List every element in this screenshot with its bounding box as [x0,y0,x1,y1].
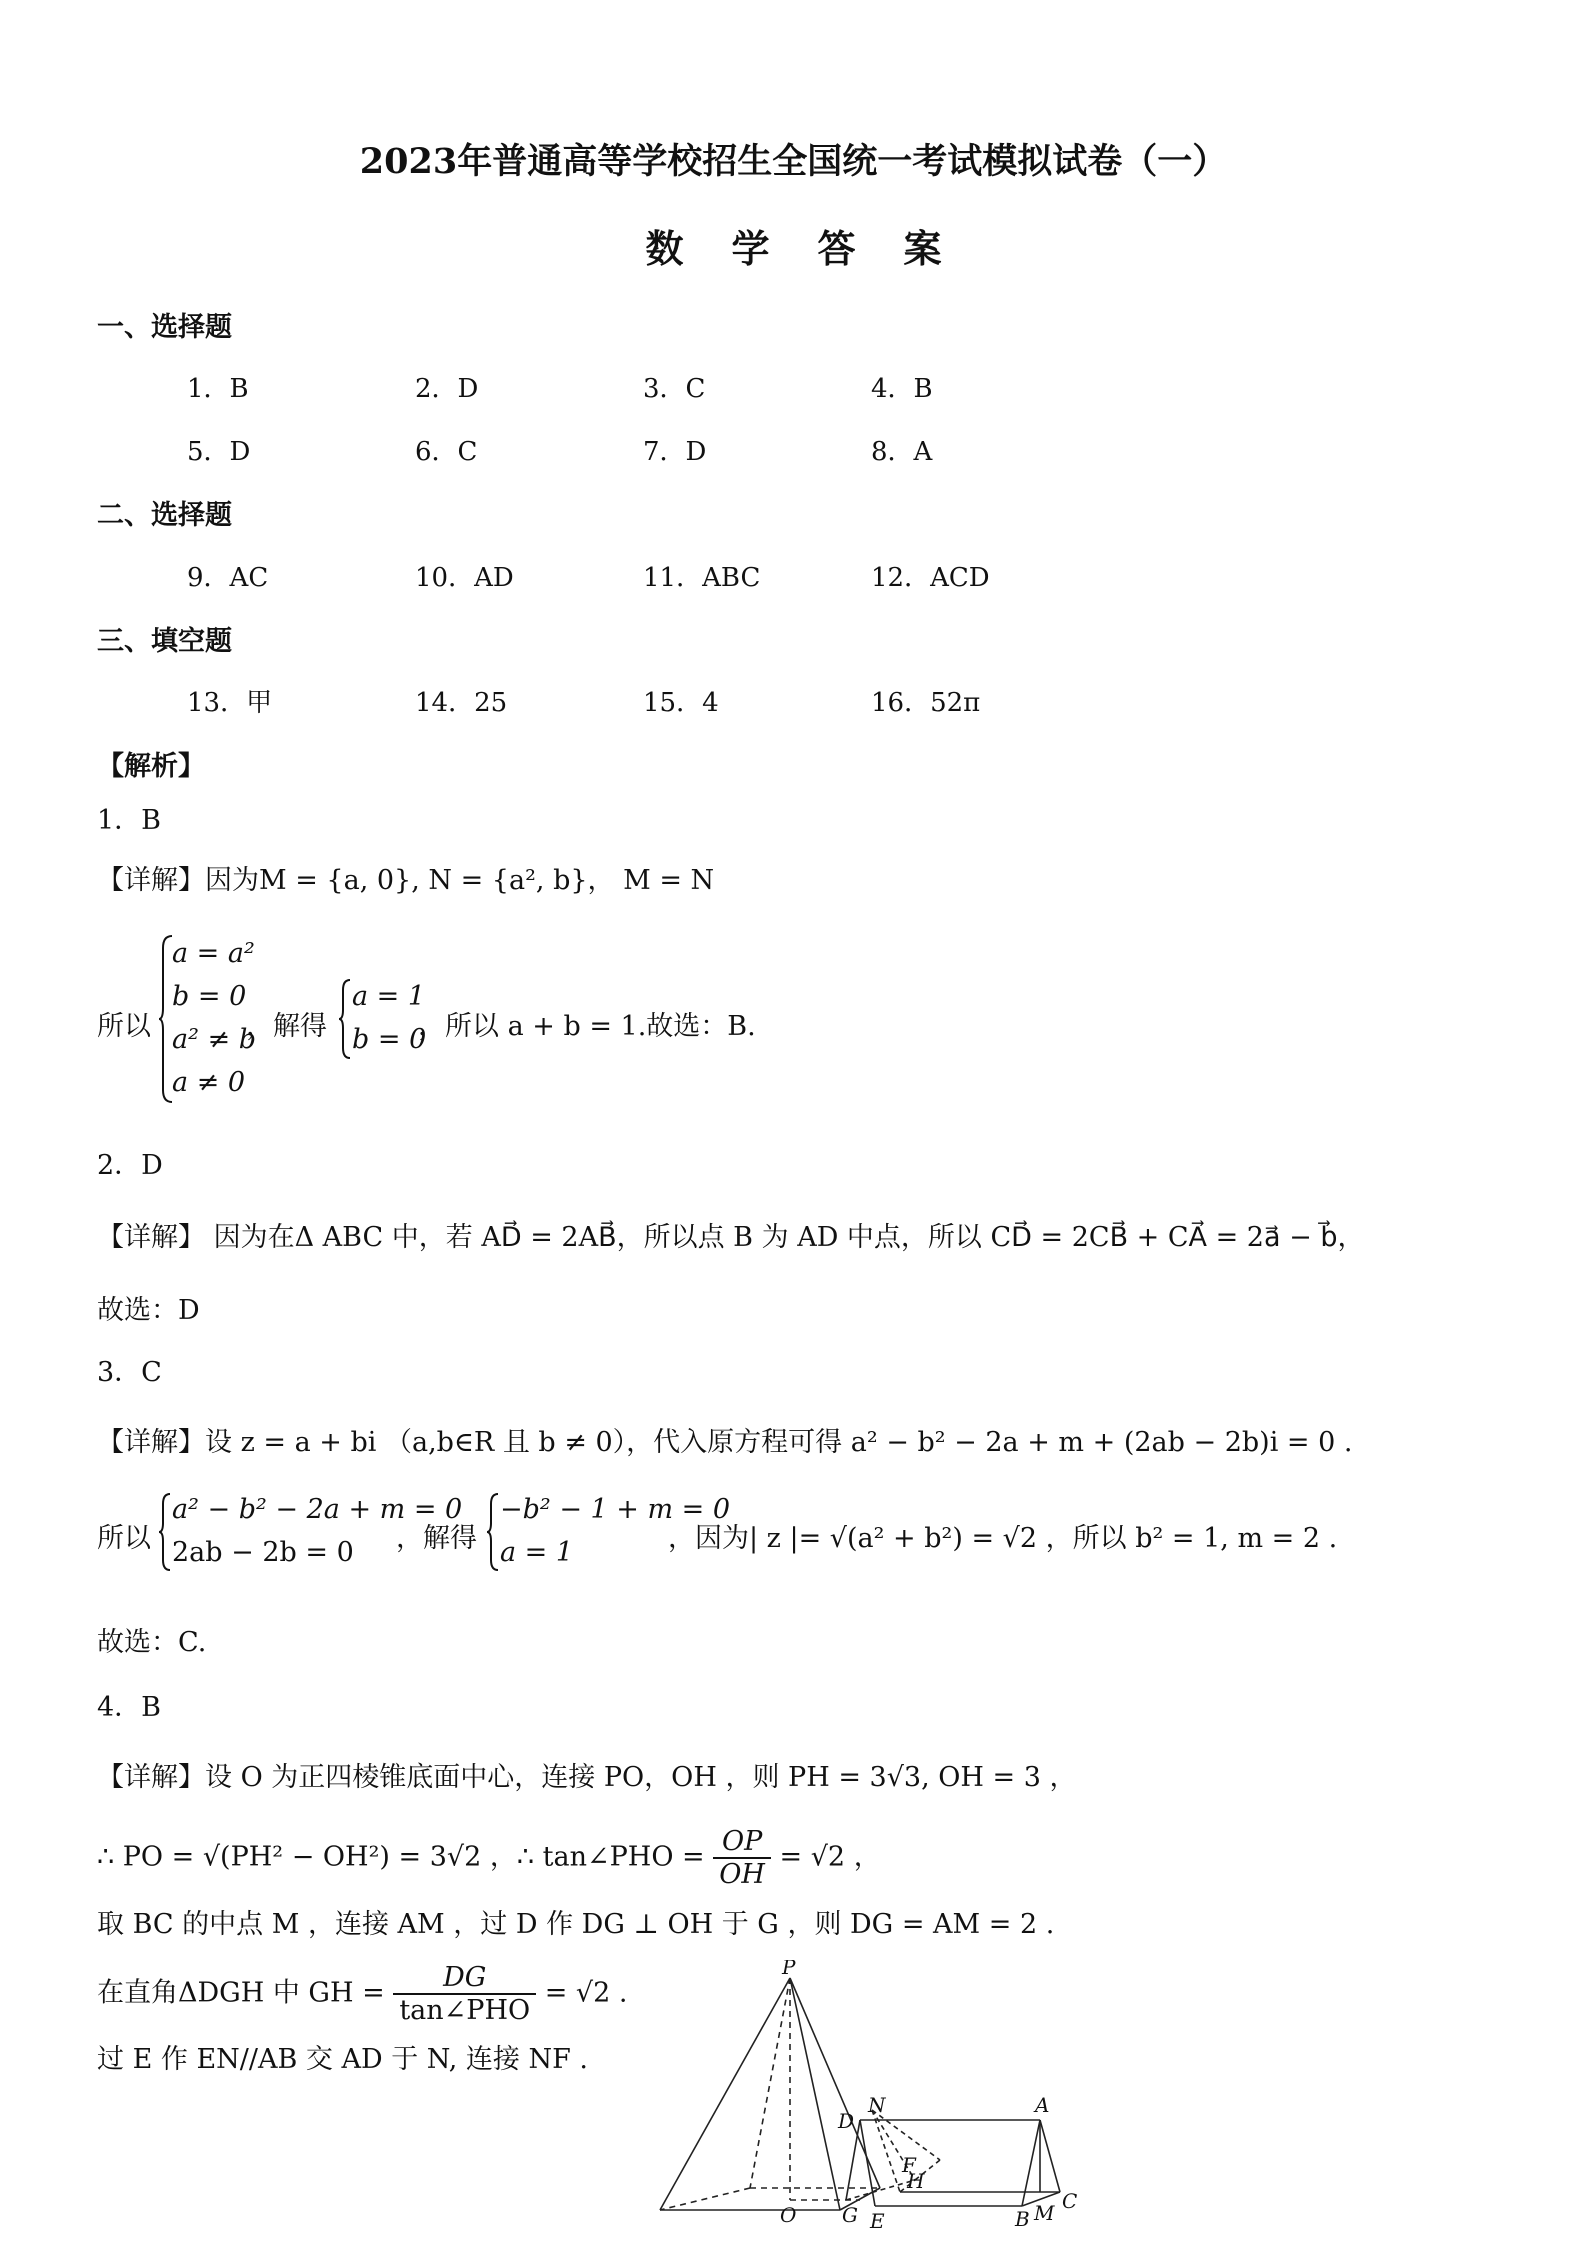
q1-sys1-line: a² ≠ b [172,1024,256,1055]
q1-post: ，所以 a + b = 1.故选：B. [418,1011,756,1042]
q4-line4 [97,1962,627,2026]
section-heading-choice-2: 二、选择题 [97,500,232,531]
section-heading-choice-1: 一、选择题 [97,312,232,343]
figure-label: C [1062,2189,1078,2213]
page-title: 2023年普通高等学校招生全国统一考试模拟试卷（一） [359,141,1228,182]
figure-label: B [1015,2207,1030,2230]
q4-line5: 过 E 作 EN//AB 交 AD 于 N, 连接 NF . [97,2044,588,2075]
q4-line2 [97,1826,881,1890]
figure-label: F [902,2153,916,2177]
figure-label: M [1034,2201,1055,2225]
q3-detail: 【详解】设 z = a + bi （a,b∈R 且 b ≠ 0），代入原方程可得 a² − b² − 2a + m + (2ab − 2b)i = 0 . [97,1427,1353,1458]
q1-detail: 【详解】因为M = {a, 0}, N = {a², b}， M = N [97,865,715,896]
analysis-heading: 【解析】 [97,751,205,782]
answer-15: 15．4 [643,688,719,718]
q2-heading: 2．D [97,1150,163,1181]
q1-sys1-line: a ≠ 0 [172,1067,246,1098]
answer-3: 3．C [643,374,706,404]
q3-end: 故选：C. [97,1627,207,1658]
pyramid-figure [650,1960,1090,2230]
brace-icon [338,978,352,1060]
answer-2: 2．D [415,374,479,404]
page-subtitle: 数学答案 [645,226,990,271]
fraction-numerator: DG [393,1962,536,1995]
answer-14: 14．25 [415,688,508,718]
fraction-denominator: tan∠PHO [399,1995,531,2026]
answer-10: 10．AD [415,563,514,593]
section-heading-fill: 三、填空题 [97,626,232,657]
q4-line4-end: = √2 . [536,1977,628,2009]
answer-12: 12．ACD [871,563,990,593]
fraction-numerator: OP [713,1826,771,1859]
figure-label: N [868,2093,886,2117]
q4-line2-end: = √2 ， [770,1841,881,1873]
q3-sys1-line: a² − b² − 2a + m = 0 [172,1494,463,1525]
q2-end: 故选：D [97,1295,200,1326]
fraction-denominator: OH [719,1859,765,1890]
figure-label: H [907,2169,925,2193]
q4-detail: 【详解】设 O 为正四棱锥底面中心，连接 PO，OH ，则 PH = 3√3, OH = 3 ， [97,1762,1077,1793]
q2-detail: 【详解】 因为在Δ ABC 中，若 AD⃗ = 2AB⃗，所以点 B 为 AD 中点，所以 CD⃗ = 2CB⃗ + CA⃗ = 2a⃗ − b⃗， [97,1222,1365,1253]
figure-label: A [1035,2093,1050,2117]
answer-8: 8．A [871,437,933,467]
answer-16: 16．52π [871,688,981,718]
q1-sys2-line: a = 1 [352,981,426,1012]
answer-1: 1．B [187,374,249,404]
answer-6: 6．C [415,437,478,467]
q1-sys2-line: b = 0 [352,1024,427,1055]
brace-icon [486,1492,500,1572]
q3-sys1-line: 2ab − 2b = 0 [172,1537,354,1568]
q1-mid: ，解得 [246,1011,327,1042]
q4-heading: 4．B [97,1692,162,1723]
q1-pre: 所以 [97,1011,151,1042]
q3-post: ，因为| z |= √(a² + b²) = √2 ，所以 b² = 1, m = 2 . [668,1523,1338,1554]
q1-heading: 1．B [97,805,162,836]
q4-line3: 取 BC 的中点 M ，连接 AM ，过 D 作 DG ⊥ OH 于 G ，则 DG = AM = 2 . [97,1909,1055,1940]
q3-heading: 3．C [97,1357,162,1388]
figure-label: E [870,2209,885,2230]
figure-label: D [838,2109,855,2133]
q3-sys2-line: −b² − 1 + m = 0 [500,1494,731,1525]
answer-13: 13．甲 [187,688,273,718]
figure-label: O [780,2203,797,2227]
answer-11: 11．ABC [643,563,761,593]
q4-line4-start: 在直角ΔDGH 中 GH = [97,1977,394,2009]
q1-sys1-line: a = a² [172,938,255,969]
brace-icon [158,1492,172,1572]
fraction [713,1826,771,1890]
answer-5: 5．D [187,437,251,467]
answer-4: 4．B [871,374,933,404]
figure-label: P [782,1960,796,1979]
answer-9: 9．AC [187,563,269,593]
figure-label: G [842,2203,858,2227]
q3-sys2-line: a = 1 [500,1537,574,1568]
q4-line2-start: ∴ PO = √(PH² − OH²) = 3√2 ，∴ tan∠PHO = [97,1841,714,1873]
fraction [393,1962,536,2026]
q3-mid: ，解得 [396,1523,477,1554]
answer-7: 7．D [643,437,707,467]
q3-pre: 所以 [97,1523,151,1554]
q1-sys1-line: b = 0 [172,981,247,1012]
